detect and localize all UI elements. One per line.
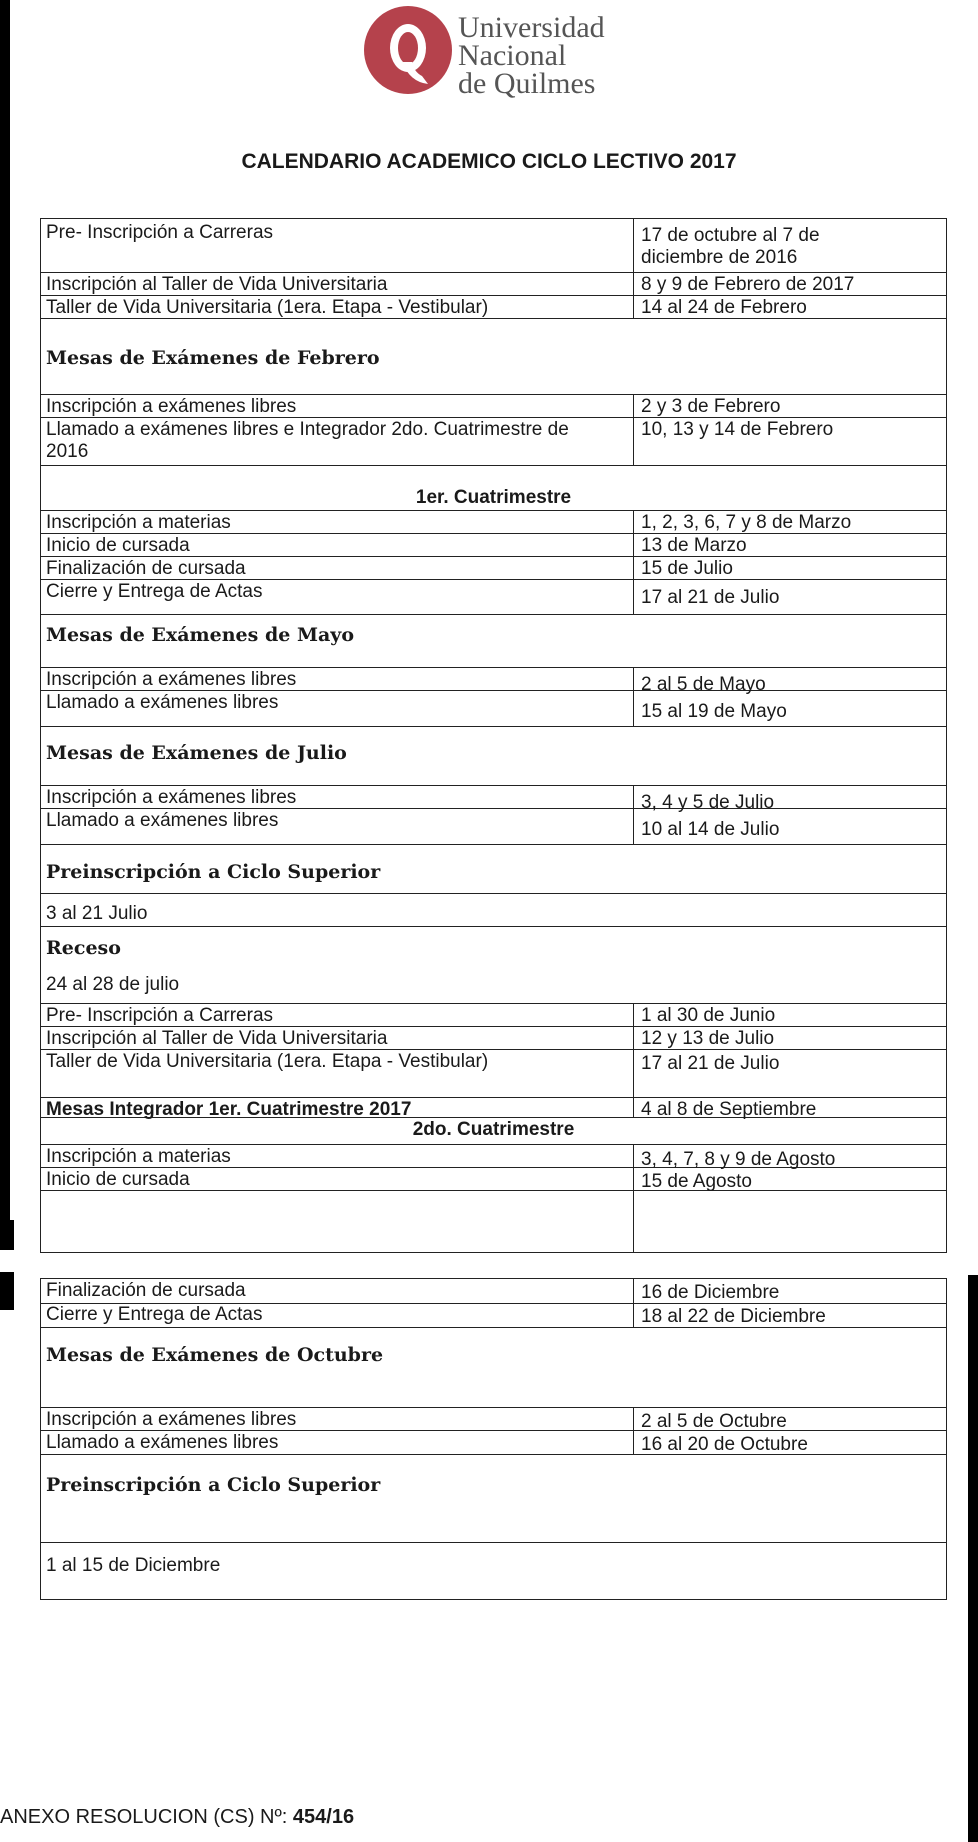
r2-date: 8 y 9 de Febrero de 2017 [641,274,855,295]
section-preinscripcion-1: Preinscripción a Ciclo Superior [46,861,381,883]
resolution-number: 454/16 [292,1806,355,1828]
r10-label: Inscripción a exámenes libres [46,669,297,690]
logo-line-2: Nacional [458,39,567,72]
r19-date: 15 de Agosto [641,1171,752,1192]
r20-date: 16 de Diciembre [641,1282,780,1303]
r17-label: Mesas Integrador 1er. Cuatrimestre 2017 [46,1099,412,1120]
r21-label: Cierre y Entrega de Actas [46,1304,263,1325]
section-mayo: Mesas de Exámenes de Mayo [46,624,354,646]
section-octubre: Mesas de Exámenes de Octubre [46,1344,384,1366]
r11-date: 15 al 19 de Mayo [641,701,787,722]
r4-date: 2 y 3 de Febrero [641,396,781,417]
r16-date: 17 al 21 de Julio [641,1053,780,1074]
r9-label: Cierre y Entrega de Actas [46,581,263,602]
logo-line-1: Universidad [458,11,605,44]
r23-label: Llamado a exámenes libres [46,1432,279,1453]
r22-date: 2 al 5 de Octubre [641,1411,787,1432]
r22-label: Inscripción a exámenes libres [46,1409,297,1430]
r23-date: 16 al 20 de Octubre [641,1434,808,1455]
r13-date: 10 al 14 de Julio [641,819,780,840]
pre2-date: 1 al 15 de Diciembre [46,1555,221,1576]
r12-label: Inscripción a exámenes libres [46,787,297,808]
scan-edge-left [0,0,10,1220]
r1-date: 17 de octubre al 7 de diciembre de 2016 [641,225,820,268]
r19-label: Inicio de cursada [46,1169,190,1190]
r6-date: 1, 2, 3, 6, 7 y 8 de Marzo [641,512,852,533]
section-1er-cuatrimestre: 1er. Cuatrimestre [415,487,572,508]
logo-text [458,11,605,100]
logo-line-3: de Quilmes [458,67,596,100]
r5-date: 10, 13 y 14 de Febrero [641,419,834,440]
r8-label: Finalización de cursada [46,558,246,579]
r6-label: Inscripción a materias [46,512,231,533]
university-logo [362,0,662,102]
calendar-table-2 [40,1278,947,1600]
r21-date: 18 al 22 de Diciembre [641,1306,826,1327]
calendar-table-1 [40,218,947,1253]
r15-label: Inscripción al Taller de Vida Universitaria [46,1028,388,1049]
r3-date: 14 al 24 de Febrero [641,297,807,318]
annex-prefix: ANEXO RESOLUCION (CS) Nº: [0,1806,293,1828]
r3-label: Taller de Vida Universitaria (1era. Etapa - Vestibular) [46,297,489,318]
annex-resolution [0,1806,354,1829]
section-julio: Mesas de Exámenes de Julio [46,742,347,764]
r9-date: 17 al 21 de Julio [641,587,780,608]
quilmes-q-icon [362,4,454,96]
r14-date: 1 al 30 de Junio [641,1005,776,1026]
r15-date: 12 y 13 de Julio [641,1028,775,1049]
r5-label: Llamado a exámenes libres e Integrador 2do. Cuatrimestre de 2016 [46,419,569,462]
r10-date: 2 al 5 de Mayo [641,674,766,695]
section-2do-cuatrimestre: 2do. Cuatrimestre [412,1119,575,1140]
r7-label: Inicio de cursada [46,535,190,556]
r18-label: Inscripción a materias [46,1146,231,1167]
r7-date: 13 de Marzo [641,535,747,556]
document-title: CALENDARIO ACADEMICO CICLO LECTIVO 2017 [241,150,737,173]
r11-label: Llamado a exámenes libres [46,692,279,713]
r12-date: 3, 4 y 5 de Julio [641,792,775,813]
receso-date: 24 al 28 de julio [46,974,180,995]
r16-label: Taller de Vida Universitaria (1era. Etapa - Vestibular) [46,1051,489,1072]
r17-date: 4 al 8 de Septiembre [641,1099,817,1120]
r14-label: Pre- Inscripción a Carreras [46,1005,274,1026]
section-febrero: Mesas de Exámenes de Febrero [46,347,380,369]
scan-edge-right [968,1275,978,1842]
pre1-date: 3 al 21 Julio [46,903,148,924]
r18-date: 3, 4, 7, 8 y 9 de Agosto [641,1149,836,1170]
r13-label: Llamado a exámenes libres [46,810,279,831]
r1-label: Pre- Inscripción a Carreras [46,222,274,243]
section-receso: Receso [46,937,121,959]
scan-gap [0,1250,978,1272]
section-preinscripcion-2: Preinscripción a Ciclo Superior [46,1474,381,1496]
r4-label: Inscripción a exámenes libres [46,396,297,417]
r8-date: 15 de Julio [641,558,733,579]
r2-label: Inscripción al Taller de Vida Universitaria [46,274,388,295]
r20-label: Finalización de cursada [46,1280,246,1301]
